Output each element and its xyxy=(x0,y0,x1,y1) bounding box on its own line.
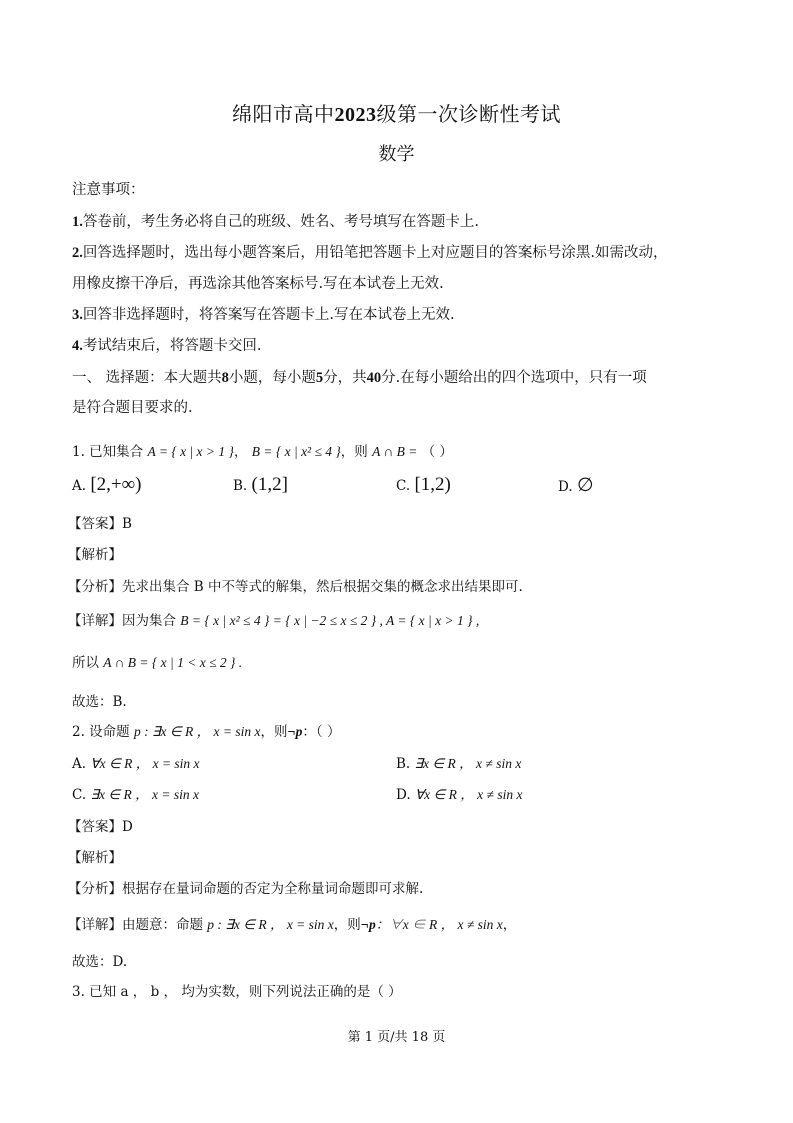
conclusion-text: 所以 A ∩ B = { x | 1 < x ≤ 2 } . xyxy=(72,655,243,671)
option-b[interactable]: B. (1,2] xyxy=(233,474,288,495)
option-a[interactable]: A. [2,+∞) xyxy=(72,474,142,495)
notice-item: 1.答卷前，考生务必将自己的班级、姓名、考号填写在答题卡上. xyxy=(72,214,479,230)
answer-tag: 【答案】D xyxy=(68,819,133,835)
title-suffix: 级第一次诊断性考试 xyxy=(376,102,561,126)
option-d[interactable]: D. ∀x ∈ R ， x ≠ sin x xyxy=(396,787,523,803)
notice-item: 3.回答非选择题时，将答案写在答题卡上.写在本试卷上无效. xyxy=(72,307,455,323)
question-3-stem: 3. 已知 a ， b ， 均为实数，则下列说法正确的是（ ） xyxy=(72,984,402,1000)
option-a[interactable]: A. ∀x ∈ R ， x = sin x xyxy=(72,756,200,772)
notice-item: 4.考试结束后，将答题卡交回. xyxy=(72,338,262,354)
set-b: B = { x | x² ≤ 4 } xyxy=(251,444,341,459)
answer-tag: 【答案】B xyxy=(68,516,132,532)
choose-text: 故选：D. xyxy=(72,954,128,970)
subject-title: 数学 xyxy=(378,144,415,165)
detail-text: 【详解】因为集合 B = { x | x² ≤ 4 } = { x | −2 ≤ x ≤ 2 } , A = { x | x > 1 } , xyxy=(68,613,480,629)
choose-text: 故选：B. xyxy=(72,694,127,710)
option-d[interactable]: D. ∅ xyxy=(558,475,594,496)
option-c[interactable]: C. [1,2) xyxy=(396,474,451,495)
analysis-text: 【分析】先求出集合 B 中不等式的解集，然后根据交集的概念求出结果即可. xyxy=(68,579,523,595)
analysis-tag: 【解析】 xyxy=(68,850,122,866)
title-year: 2023 xyxy=(334,104,377,126)
option-c[interactable]: C. ∃x ∈ R ， x = sin x xyxy=(72,787,199,803)
question-1-stem: 1. 已知集合 A = { x | x > 1 }， B = { x | x² ≤ 4 }，则 A ∩ B = （ ） xyxy=(72,444,453,460)
option-b[interactable]: B. ∃x ∈ R ， x ≠ sin x xyxy=(396,756,522,772)
page-footer: 第 1 页/共 18 页 xyxy=(347,1030,446,1045)
notice-item-continued: 用橡皮擦干净后，再选涂其他答案标号.写在本试卷上无效. xyxy=(72,276,444,292)
title-prefix: 绵阳市高中 xyxy=(232,102,335,126)
set-a: A = { x | x > 1 } xyxy=(147,444,234,459)
detail-text: 【详解】由题意：命题 p : ∃x ∈ R ， x = sin x，则¬p：∀x ∈ R ， x ≠ sin x， xyxy=(68,917,517,933)
notice-heading: 注意事项： xyxy=(72,182,145,198)
section-heading: 一、 选择题：本大题共8小题，每小题5分，共40分.在每小题给出的四个选项中，只有一项 xyxy=(72,370,647,386)
exam-title xyxy=(0,98,793,127)
question-2-stem: 2. 设命题 p : ∃x ∈ R ， x = sin x，则¬p：（ ） xyxy=(72,724,341,740)
section-heading-line2: 是符合题目要求的. xyxy=(72,400,193,416)
analysis-tag: 【解析】 xyxy=(68,547,122,563)
intersection-expr: A ∩ B = xyxy=(372,444,418,459)
notice-item: 2.回答选择题时，选出每小题答案后，用铅笔把答题卡上对应题目的答案标号涂黑.如需改动， xyxy=(72,245,668,261)
analysis-text: 【分析】根据存在量词命题的否定为全称量词命题即可求解. xyxy=(68,881,424,897)
